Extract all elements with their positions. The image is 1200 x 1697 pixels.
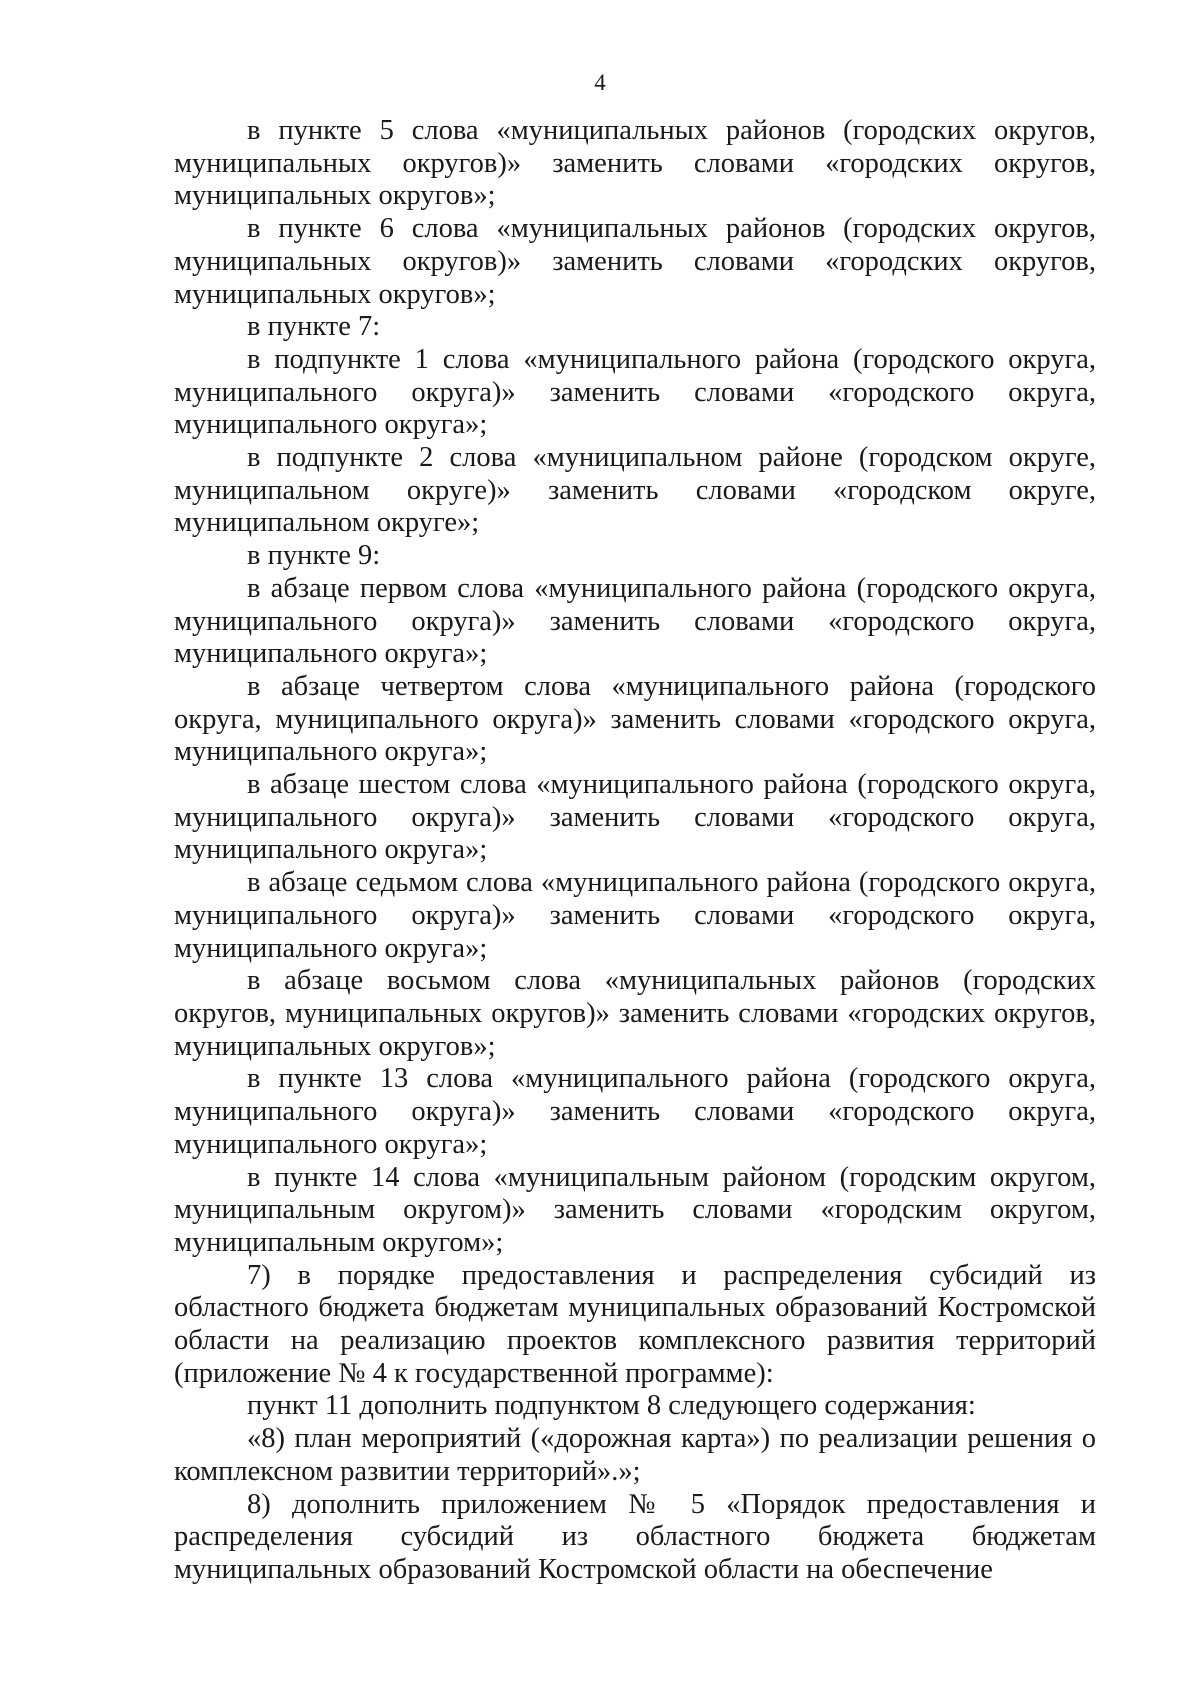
paragraph-item-14-clause: в пункте 14 слова «муниципальным районом (городским округом, муниципальным округом)» заменить словами «городским округом, муниципальным округом»;: [174, 1161, 1096, 1258]
paragraph-abzats-seventh: в абзаце седьмом слова «муниципального района (городского округа, муниципального округа)» заменить словами «городского округа, муниципального округа»;: [174, 867, 1096, 964]
paragraph-abzats-eighth: в абзаце восьмом слова «муниципальных районов (городских округов, муниципальных округов)» заменить словами «городских округов, муниципальных округов»;: [174, 965, 1096, 1062]
paragraph-section-8: 8) дополнить приложением № 5 «Порядок предоставления и распределения субсидий из областного бюджета бюджетам муниципальных образований Костромской области на обеспечение: [174, 1488, 1096, 1585]
paragraph-item-6-clause: в пункте 6 слова «муниципальных районов (городских округов, муниципальных округов)» заменить словами «городских округов, муниципальных округов»;: [174, 213, 1096, 310]
paragraph-section-7: 7) в порядке предоставления и распределения субсидий из областного бюджета бюджетам муниципальных образований Костромской области на реализацию проектов комплексного развития территорий (приложение № 4 к государственной программе):: [174, 1259, 1096, 1389]
paragraph-item-9-heading: в пункте 9:: [247, 540, 381, 572]
page-number: 4: [594, 70, 606, 95]
paragraph-abzats-sixth: в абзаце шестом слова «муниципального района (городского округа, муниципального округа)» заменить словами «городского округа, муниципального округа»;: [174, 769, 1096, 866]
paragraph-subitem-8-text: «8) план мероприятий («дорожная карта») по реализации решения о комплексном развитии территорий».»;: [174, 1423, 1096, 1487]
paragraph-item-7-heading: в пункте 7:: [247, 311, 381, 343]
paragraph-item-5-clause: в пункте 5 слова «муниципальных районов (городских округов, муниципальных округов)» заменить словами «городских округов, муниципальных округов»;: [174, 115, 1096, 212]
paragraph-subitem-1: в подпункте 1 слова «муниципального района (городского округа, муниципального округа)» заменить словами «городского округа, муниципального округа»;: [174, 343, 1096, 441]
paragraph-item-13-clause: в пункте 13 слова «муниципального района (городского округа, муниципального округа)» заменить словами «городского округа, муниципального округа»;: [174, 1063, 1096, 1160]
paragraph-abzats-first: в абзаце первом слова «муниципального района (городского округа, муниципального округа)» заменить словами «городского округа, муниципального округа»;: [174, 572, 1096, 670]
document-body: [174, 115, 1096, 1587]
paragraph-subitem-2: в подпункте 2 слова «муниципальном районе (городском округе, муниципальном округе)» заменить словами «городском округе, муниципальном округе»;: [174, 442, 1096, 539]
paragraph-item-11-addition: пункт 11 дополнить подпунктом 8 следующего содержания:: [247, 1390, 976, 1422]
paragraph-abzats-fourth: в абзаце четвертом слова «муниципального района (городского округа, муниципального округа)» заменить словами «городского округа, муниципального округа»;: [174, 670, 1096, 768]
